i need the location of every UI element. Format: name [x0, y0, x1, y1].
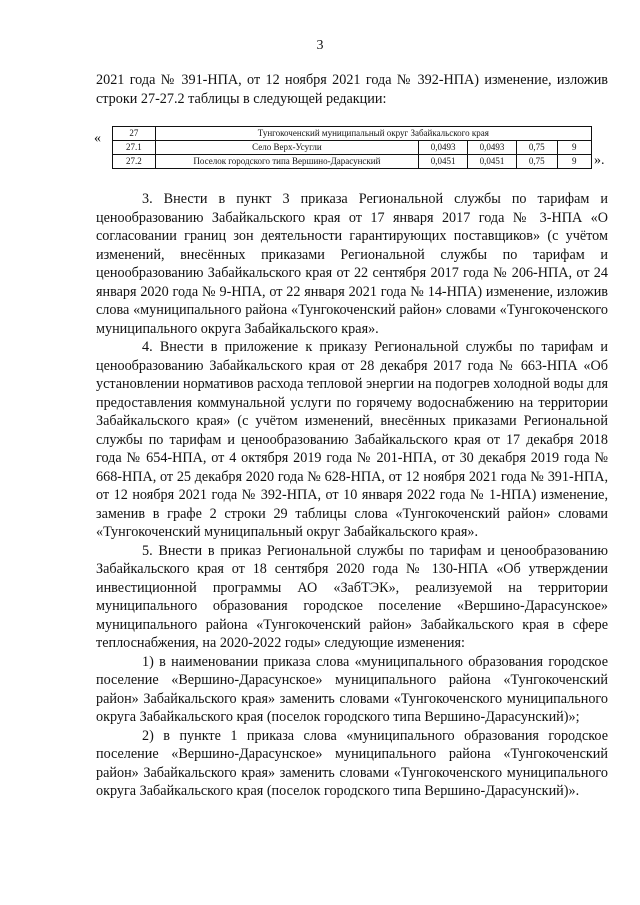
- paragraph-5: 5. Внести в приказ Региональной службы по тарифам и ценообразованию Забайкальского края от 18 сентября 2020 года № 130-НПА «Об утверждении инвестиционной программы АО «ЗабТЭК», реализуемой на территории муниципального образования городское поселение «Вершино-Дарасунское» муниципального района «Тунгокоченский район» Забайкальского края в сфере теплоснабжения, на 2020-2022 годы» следующие изменения:: [96, 542, 608, 651]
- quote-close-mark: ».: [594, 153, 605, 168]
- table-cell-value: 0,75: [517, 141, 558, 155]
- table-cell-value: 0,0493: [468, 141, 517, 155]
- table-cell-value: 0,0451: [468, 155, 517, 169]
- table-cell-num: 27.2: [113, 155, 156, 169]
- table-row: [113, 155, 592, 169]
- intro-text: [96, 71, 608, 108]
- page-number: 3: [316, 38, 324, 53]
- table-cell-value: 9: [557, 141, 591, 155]
- table-cell-num: 27.1: [113, 141, 156, 155]
- paragraph-5-item-2: 2) в пункте 1 приказа слова «муниципального образования городское поселение «Вершино-Дарасунское» муниципального района «Тунгокоченский район» Забайкальского края» заменить словами «Тунгокоченского муниципального округа Забайкальского края (поселок городского типа Вершино-Дарасунский)».: [96, 727, 608, 799]
- paragraph-4: 4. Внести в приложение к приказу Региональной службы по тарифам и ценообразованию Забайкальского края от 28 декабря 2017 года № 663-НПА «Об установлении нормативов расхода тепловой энергии на подогрев холодной воды для предоставления коммунальной услуги по горячему водоснабжению на территории Забайкальского края» (с учётом изменений, внесённых приказами Региональной службы по тарифам и ценообразованию Забайкальского края от 17 декабря 2018 года № 654-НПА, от 4 октября 2019 года № 201-НПА, от 30 декабря 2019 года № 668-НПА, от 25 декабря 2020 года № 628-НПА, от 12 ноября 2021 года № 391-НПА, от 12 ноября 2021 года № 392-НПА, от 10 января 2022 года № 1-НПА) изменение, заменив в графе 2 строки 29 таблицы слова «Тунгокоченский район» словами «Тунгокоченский муниципальный округ Забайкальского края».: [96, 339, 608, 540]
- table-cell-value: 0,0493: [419, 141, 468, 155]
- table-cell-title: Тунгокоченский муниципальный округ Забайкальского края: [155, 127, 591, 141]
- table-cell-value: 0,75: [517, 155, 558, 169]
- table-cell-name: Поселок городского типа Вершино-Дарасунский: [155, 155, 418, 169]
- paragraph-5-item-1: 1) в наименовании приказа слова «муниципального образования городское поселение «Вершино-Дарасунское» муниципального района «Тунгокоченский район» Забайкальского края» заменить словами «Тунгокоченского муниципального округа Забайкальского края (поселок городского типа Вершино-Дарасунский)»;: [96, 653, 608, 725]
- intro-paragraph: 2021 года № 391-НПА, от 12 ноября 2021 года № 392-НПА) изменение, изложив строки 27-27.2 таблицы в следующей редакции:: [96, 72, 608, 107]
- table-cell-name: Село Верх-Усугли: [155, 141, 418, 155]
- table-cell-value: 9: [557, 155, 591, 169]
- paragraph-3: 3. Внести в пункт 3 приказа Региональной службы по тарифам и ценообразованию Забайкальского края от 17 января 2017 года № 3-НПА «О согласовании границ зон деятельности гарантирующих поставщиков» (с учётом изменений, внесённых приказами Региональной службы по тарифам и ценообразованию Забайкальского края от 22 сентября 2017 года № 206-НПА, от 24 января 2020 года № 9-НПА, от 22 января 2021 года № 14-НПА) изменение, изложив слова «муниципального района «Тунгокоченский район» словами «Тунгокоченского муниципального округа Забайкальского края».: [96, 191, 608, 337]
- quote-open-mark: «: [94, 131, 101, 146]
- norms-table: [112, 126, 592, 169]
- table-cell-value: 0,0451: [419, 155, 468, 169]
- table-header-row: [113, 127, 592, 141]
- table-cell-num: 27: [113, 127, 156, 141]
- table-row: [113, 141, 592, 155]
- body-text: [96, 190, 608, 801]
